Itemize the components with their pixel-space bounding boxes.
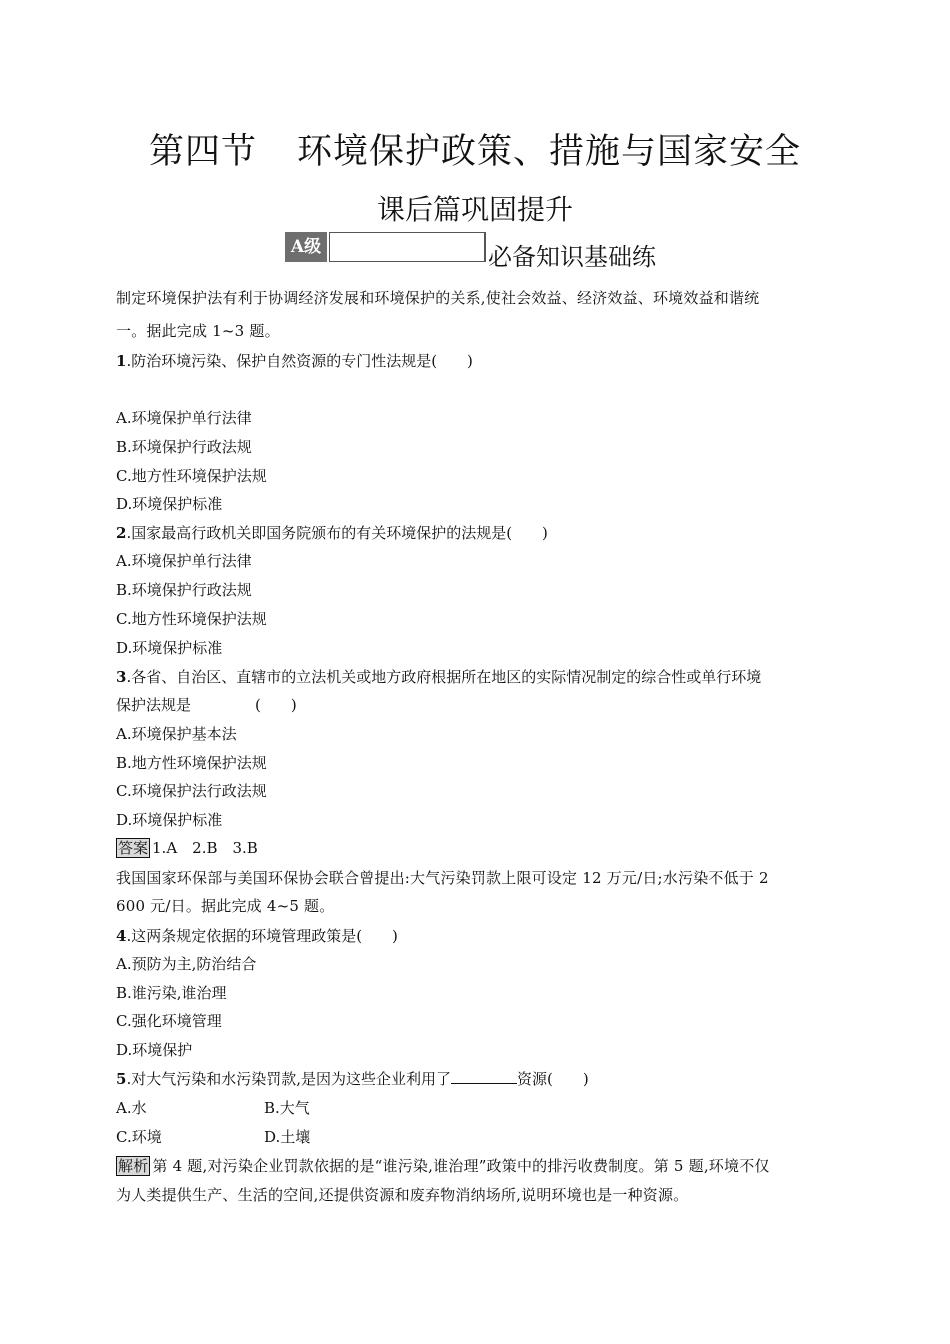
answer-paren: ( ) [255, 696, 297, 714]
q4-option-a: A.预防为主,防治结合 [116, 955, 257, 973]
question-1 [116, 350, 473, 371]
question-text: .对大气污染和水污染罚款,是因为这些企业利用了 [126, 1070, 451, 1088]
level-badge-box [329, 232, 486, 262]
fill-in-blank [451, 1069, 517, 1084]
answer-text: 1.A 2.B 3.B [152, 839, 258, 857]
question-number: 2 [116, 524, 127, 542]
q5-option-d: D.土壤 [264, 1128, 311, 1146]
section2-intro-line1: 我国国家环保部与美国环保协会联合曾提出:大气污染罚款上限可设定 12 万元/日;水污染不低于 2 [116, 869, 769, 887]
analysis-line1 [116, 1155, 770, 1176]
answer-tag: 答案 [118, 839, 149, 857]
question-text-after: 资源( ) [516, 1070, 589, 1088]
q4-option-b: B.谁污染,谁治理 [116, 984, 227, 1002]
q1-option-d: D.环境保护标准 [116, 495, 223, 513]
q3-option-d: D.环境保护标准 [116, 811, 223, 829]
question-text: .国家最高行政机关即国务院颁布的有关环境保护的法规是( ) [126, 524, 548, 542]
q1-option-a: A.环境保护单行法律 [116, 409, 252, 427]
question-2 [116, 522, 548, 543]
question-text: 保护法规是 [116, 696, 192, 714]
question-text: .各省、自治区、直辖市的立法机关或地方政府根据所在地区的实际情况制定的综合性或单行环境 [126, 668, 762, 686]
page-subtitle: 课后篇巩固提升 [376, 193, 573, 226]
analysis-tag: 解析 [118, 1157, 149, 1175]
question-4 [116, 925, 398, 946]
question-number: 5 [116, 1070, 127, 1088]
q2-option-a: A.环境保护单行法律 [116, 552, 252, 570]
analysis-text: 第 4 题,对污染企业罚款依据的是“谁污染,谁治理”政策中的排污收费制度。第 5 题,环境不仅 [152, 1157, 770, 1175]
section1-intro-line2: 一。据此完成 1~3 题。 [116, 322, 280, 340]
question-3 [116, 666, 761, 687]
question-number: 4 [116, 927, 127, 945]
section1-intro-line1: 制定环境保护法有利于协调经济发展和环境保护的关系,使社会效益、经济效益、环境效益和谐统 [116, 289, 760, 307]
question-3-line2 [116, 694, 297, 715]
q2-option-d: D.环境保护标准 [116, 639, 223, 657]
q3-option-c: C.环境保护法行政法规 [116, 782, 267, 800]
q4-option-c: C.强化环境管理 [116, 1012, 222, 1030]
q5-option-c: C.环境 [116, 1128, 162, 1146]
q3-option-b: B.地方性环境保护法规 [116, 754, 267, 772]
q1-option-b: B.环境保护行政法规 [116, 438, 252, 456]
question-text: .防治环境污染、保护自然资源的专门性法规是( ) [126, 352, 473, 370]
q2-option-c: C.地方性环境保护法规 [116, 610, 267, 628]
q5-option-a: A.水 [116, 1099, 147, 1117]
page-title [0, 124, 950, 174]
q1-option-c: C.地方性环境保护法规 [116, 467, 267, 485]
q3-option-a: A.环境保护基本法 [116, 725, 237, 743]
question-number: 3 [116, 668, 127, 686]
q4-option-d: D.环境保护 [116, 1041, 193, 1059]
q2-option-b: B.环境保护行政法规 [116, 581, 252, 599]
question-text: .这两条规定依据的环境管理政策是( ) [126, 927, 398, 945]
level-badge: A级 [285, 232, 327, 262]
level-label: 必备知识基础练 [488, 243, 656, 271]
title-topic: 环境保护政策、措施与国家安全 [297, 132, 802, 172]
section2-intro-line2: 600 元/日。据此完成 4~5 题。 [116, 897, 335, 915]
question-number: 1 [116, 352, 127, 370]
analysis-line2: 为人类提供生产、生活的空间,还提供资源和废弃物消纳场所,说明环境也是一种资源。 [116, 1186, 689, 1204]
q5-option-b: B.大气 [264, 1099, 310, 1117]
question-5 [116, 1068, 589, 1089]
answer-line [116, 837, 258, 858]
title-section-number: 第四节 [148, 132, 257, 172]
